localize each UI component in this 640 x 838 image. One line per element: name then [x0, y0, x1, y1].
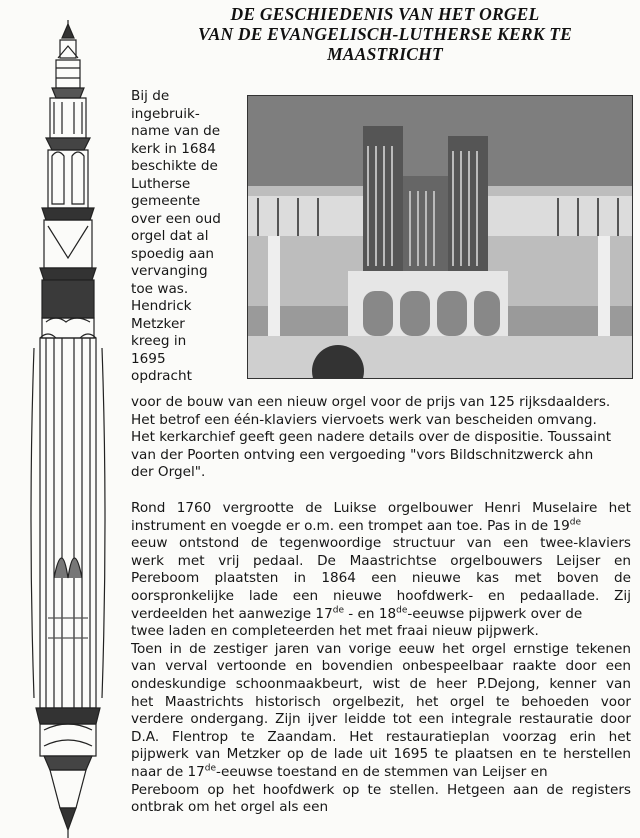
title-line-3: MAASTRICHT: [327, 44, 443, 64]
paragraph-1-line: van der Poorten ontving een vergoeding "vors Bildschnitzwerck ahn: [131, 446, 594, 463]
paragraph-2: [131, 500, 631, 817]
paragraph-1-line: Het betrof een één-klaviers viervoets werk van bescheiden omvang.: [131, 411, 597, 428]
title-line-2: VAN DE EVANGELISCH-LUTHERSE KERK TE: [198, 24, 572, 44]
paragraph-2-line: werk met vrij pedaal. De Maastrichtse orgelbouwers Leijser en: [131, 552, 631, 569]
paragraph-2-line: pijpwerk van Metzker op de lade uit 1695 te plaatsen en te herstellen: [131, 746, 631, 763]
paragraph-2-line: Pereboom plaatsten in 1864 een nieuwe kas met boven de: [131, 570, 631, 587]
paragraph-2-line: Rond 1760 vergrootte de Luikse orgelbouwer Henri Muselaire het: [131, 500, 631, 516]
paragraph-2-line: het Maastrichts historisch orgelbezit, het orgel te behoeden voor: [131, 693, 631, 710]
paragraph-2-line: Pereboom op het hoofdwerk op te stellen. Hetgeen aan de registers: [131, 781, 631, 798]
intro-text: Bij de ingebruik- name van de kerk in 1684 beschikte de Lutherse gemeente over een oud orgel dat al spoedig aan vervanging toe was. Hendrick Metzker kreeg in 1695 opdracht: [131, 88, 221, 384]
document-title: [150, 4, 620, 64]
paragraph-2-line: instrument en voegde er o.m. een trompet aan toe. Pas in de 19de: [131, 517, 582, 534]
paragraph-2-line: naar de 17de-eeuwse toestand en de stemmen van Leijser en: [131, 763, 548, 780]
paragraph-2-line: D.A. Flentrop te Zaandam. Het restauratieplan voorzag erin het: [131, 728, 631, 745]
paragraph-2-line: twee laden en completeerden het met fraai nieuw pijpwerk.: [131, 623, 539, 640]
organ-photo: [247, 95, 633, 379]
paragraph-1: [131, 394, 631, 482]
paragraph-2-line: eeuw ontstond de tegenwoordige structuur van een twee-klaviers: [131, 535, 631, 552]
paragraph-2-line: Toen in de zestiger jaren van vorige eeuw het orgel ernstige tekenen: [131, 640, 631, 657]
paragraph-2-line: van verval vertoonde en bovendien onbespeelbaar raakte door een: [131, 658, 631, 675]
paragraph-2-line: verdere ondergang. Zijn ijver leidde tot een integrale restauratie door: [131, 711, 631, 728]
paragraph-2-line: ondeskundige schoonmaakbeurt, wist de heer P.Dejong, kenner van: [131, 675, 631, 692]
paragraph-1-line: der Orgel".: [131, 464, 206, 481]
paragraph-2-line: oorspronkelijke lade een nieuwe hoofdwerk- en pedaallade. Zij: [131, 587, 631, 604]
paragraph-1-line: Het kerkarchief geeft geen nadere details over de dispositie. Toussaint: [131, 429, 612, 446]
paragraph-2-line: verdeelden het aanwezige 17de - en 18de-eeuwse pijpwerk over de: [131, 605, 583, 622]
paragraph-2-line: ontbrak om het orgel als een: [131, 799, 329, 816]
paragraph-1-line: voor de bouw van een nieuw orgel voor de prijs van 125 rijksdaalders.: [131, 394, 611, 410]
gothic-column-illustration: [18, 18, 118, 838]
title-line-1: DE GESCHIEDENIS VAN HET ORGEL: [230, 4, 540, 24]
